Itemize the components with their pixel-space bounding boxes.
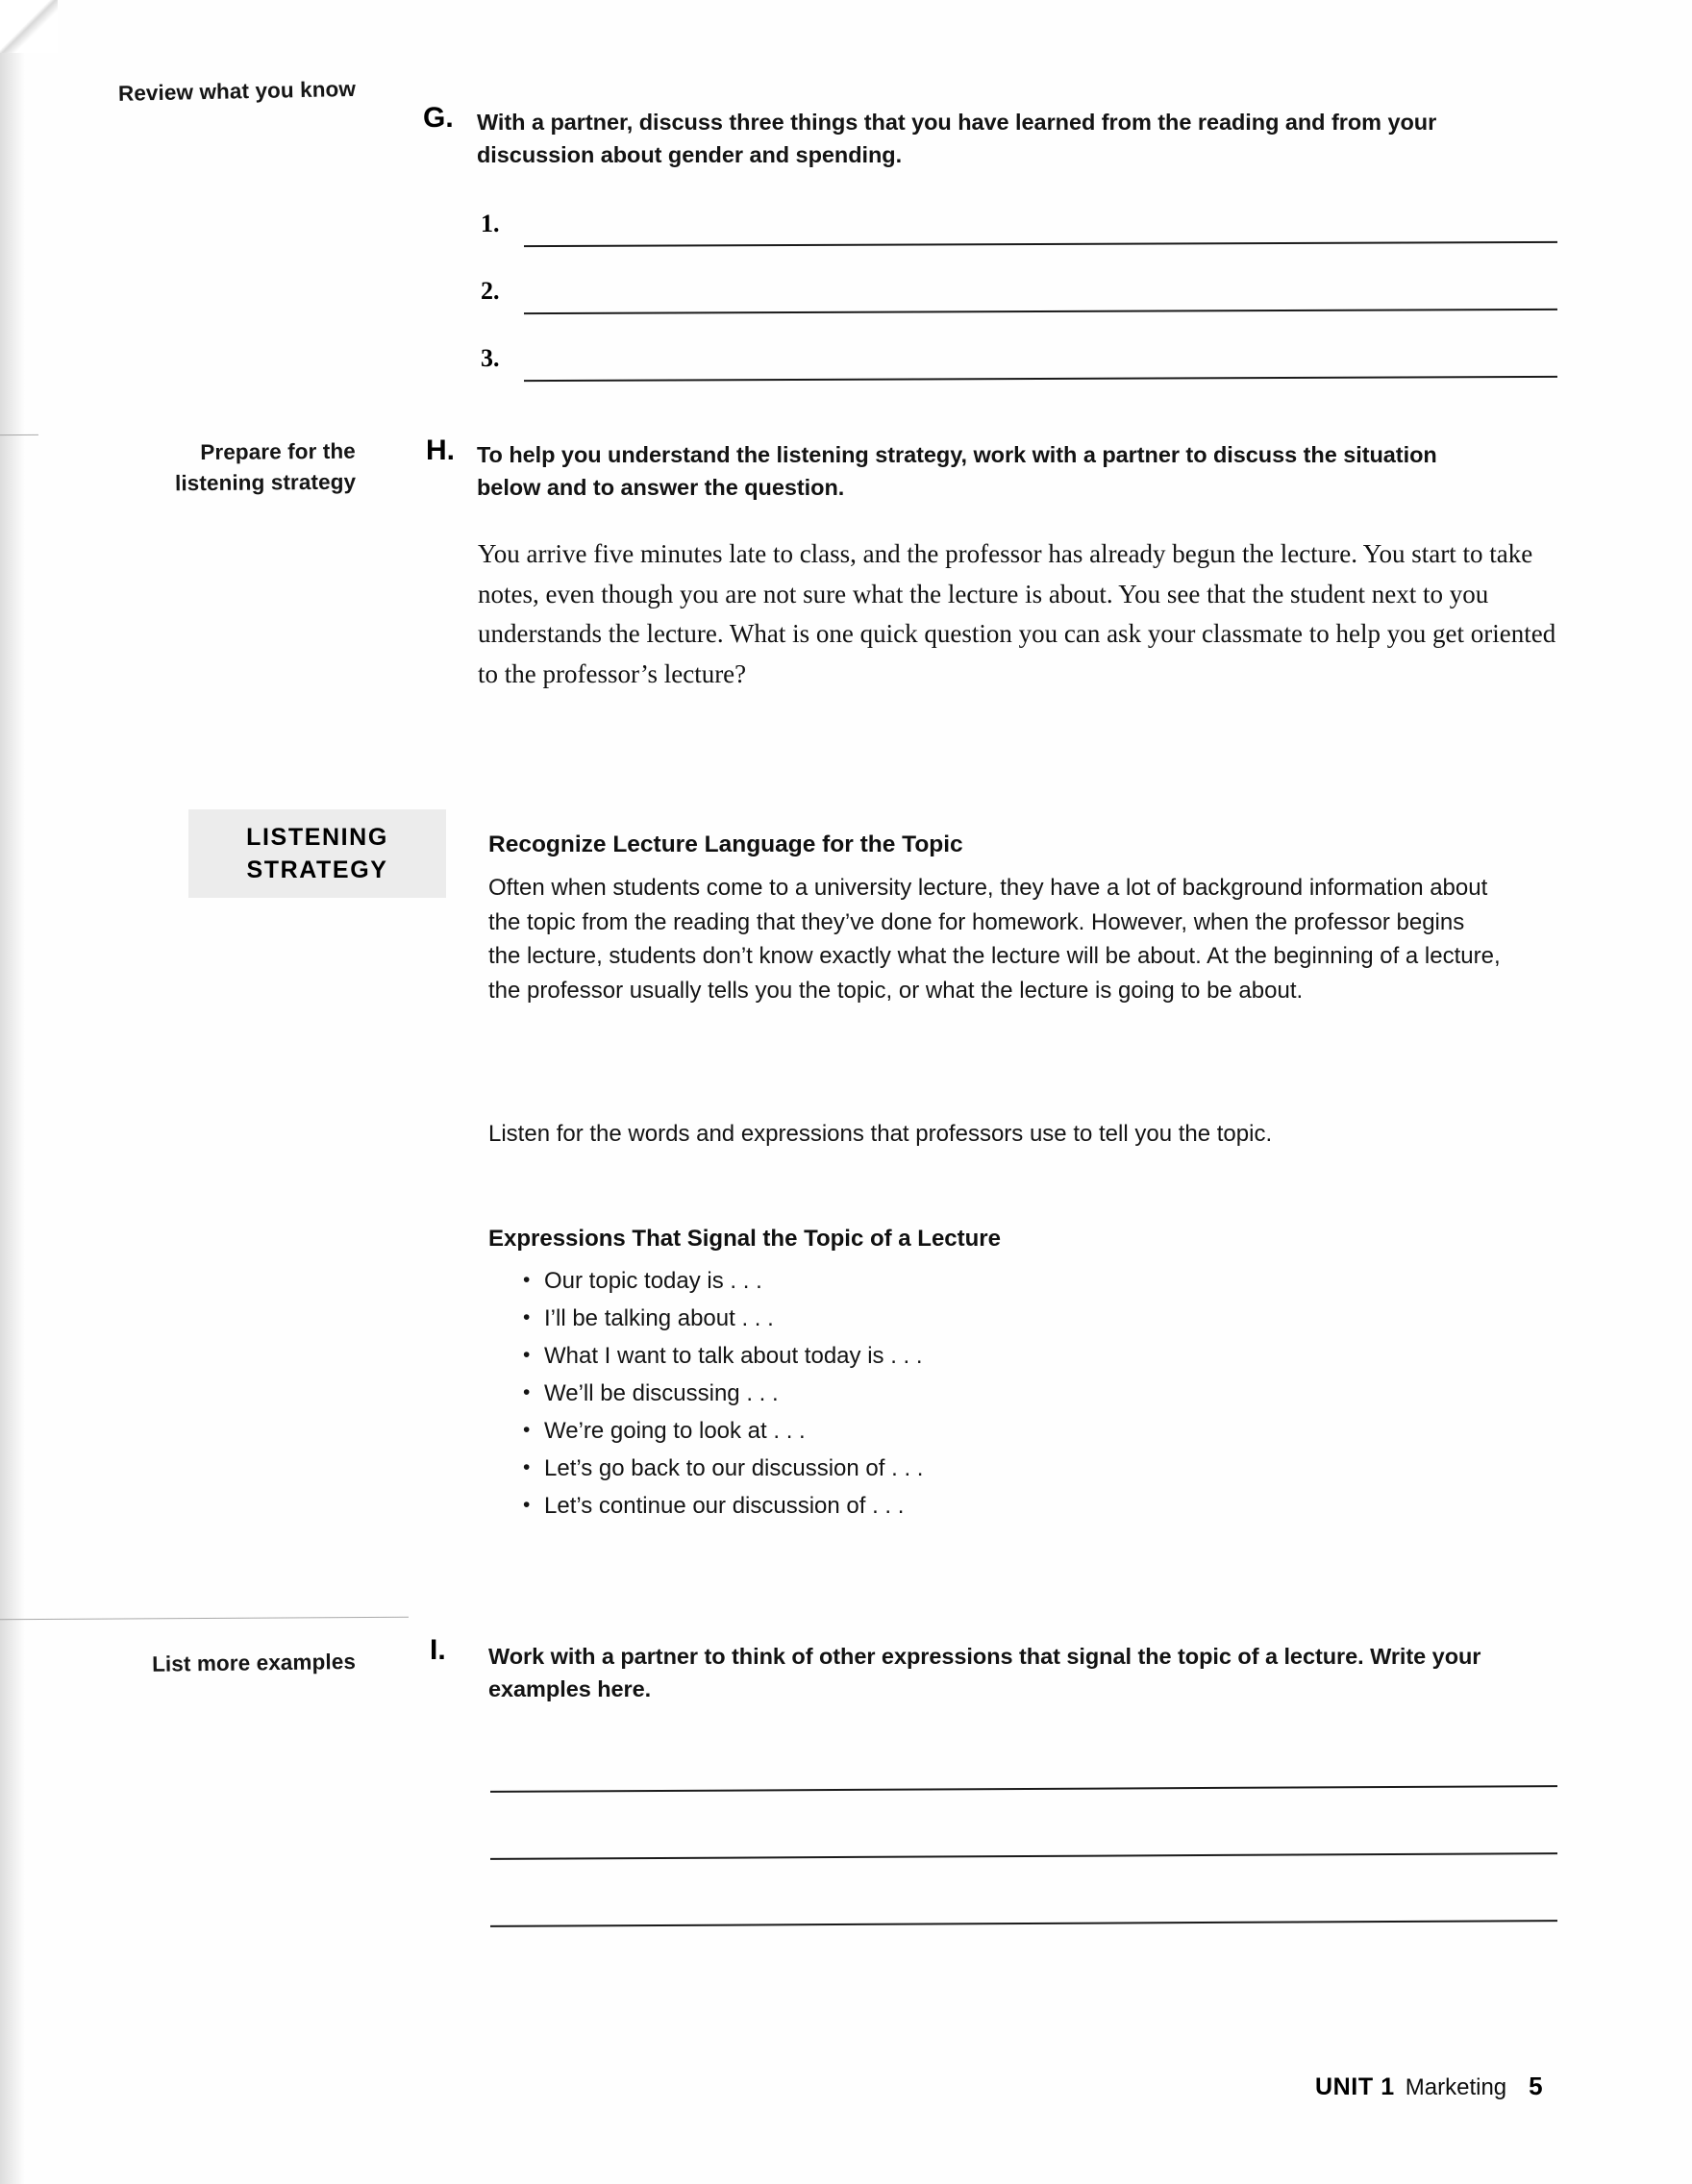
list-item: • I’ll be talking about . . . bbox=[519, 1300, 1480, 1337]
page-gutter-shading bbox=[0, 0, 25, 2184]
side-label-text-line2: listening strategy bbox=[174, 469, 357, 496]
listening-strategy-tag bbox=[188, 809, 446, 898]
strategy-paragraph-2: Listen for the words and expressions that professors use to tell you the topic. bbox=[488, 1121, 1273, 1147]
side-label-review-what-you-know bbox=[58, 74, 357, 111]
exercise-h-instruction: To help you understand the listening strategy, work with a partner to discuss the situation below and to answer the question. bbox=[477, 442, 1437, 500]
strategy-subheading: Expressions That Signal the Topic of a Lecture bbox=[488, 1226, 1001, 1252]
example-line-3[interactable] bbox=[490, 1920, 1557, 1927]
exercise-letter-i: I. bbox=[430, 1634, 446, 1666]
strategy-heading: Recognize Lecture Language for the Topic bbox=[488, 831, 963, 857]
scenario-paragraph: You arrive five minutes late to class, and the professor has already begun the lecture. You start to take notes, even though you are not sure what the lecture is about. You see that the student next to you understands the lecture. What is one quick question you can ask your classmate to help you get oriented to the professor’s lecture? bbox=[478, 539, 1556, 688]
exercise-letter-h: H. bbox=[426, 434, 455, 466]
side-label-prepare-for-the-listening-strategy bbox=[58, 436, 357, 501]
exercise-letter-g: G. bbox=[423, 102, 454, 134]
example-line-2[interactable] bbox=[490, 1852, 1557, 1860]
answer-number-2: 2. bbox=[481, 277, 500, 305]
answer-line-1[interactable] bbox=[524, 241, 1557, 247]
example-line-1[interactable] bbox=[490, 1785, 1557, 1793]
list-item: • Our topic today is . . . bbox=[519, 1262, 1480, 1300]
footer-subject-label: Marketing bbox=[1405, 2074, 1507, 2100]
page-footer bbox=[1315, 2072, 1543, 2101]
footer-unit-label: UNIT 1 bbox=[1315, 2073, 1395, 2100]
side-label-list-more-examples bbox=[58, 1647, 356, 1681]
answer-line-2[interactable] bbox=[524, 309, 1557, 314]
side-label-text-line1: Prepare for the bbox=[200, 438, 356, 465]
side-label-text: List more examples bbox=[151, 1649, 357, 1676]
page-number: 5 bbox=[1529, 2072, 1543, 2100]
page-corner-fold bbox=[0, 0, 58, 53]
answer-number-3: 3. bbox=[481, 344, 500, 372]
tag-line-1: LISTENING bbox=[246, 824, 388, 851]
answer-number-1: 1. bbox=[481, 210, 500, 237]
list-item: • Let’s go back to our discussion of . . . bbox=[519, 1450, 1480, 1487]
side-label-text: Review what you know bbox=[117, 76, 357, 106]
tag-line-2: STRATEGY bbox=[246, 856, 388, 883]
list-item: • We’re going to look at . . . bbox=[519, 1412, 1480, 1450]
exercise-i-instruction: Work with a partner to think of other expressions that signal the topic of a lecture. Write your examples here. bbox=[488, 1644, 1481, 1701]
section-divider-above-h bbox=[0, 434, 38, 435]
exercise-g-instruction: With a partner, discuss three things that you have learned from the reading and from your discussion about gender and spending. bbox=[477, 110, 1437, 167]
list-item: • What I want to talk about today is . . . bbox=[519, 1337, 1480, 1375]
answer-line-3[interactable] bbox=[524, 376, 1557, 382]
strategy-paragraph-1: Often when students come to a university lecture, they have a lot of background information about the topic from the reading that they’ve done for homework. However, when the professor begins the lecture, students don’t know exactly what the lecture will be about. At the beginning of a lecture, the professor usually tells you the topic, or what the lecture is going to be about. bbox=[488, 875, 1501, 1004]
expression-list bbox=[519, 1262, 1480, 1525]
section-divider-above-i bbox=[0, 1617, 409, 1621]
list-item: • We’ll be discussing . . . bbox=[519, 1375, 1480, 1412]
list-item: • Let’s continue our discussion of . . . bbox=[519, 1487, 1480, 1525]
listening-strategy-tag-text bbox=[246, 821, 388, 886]
